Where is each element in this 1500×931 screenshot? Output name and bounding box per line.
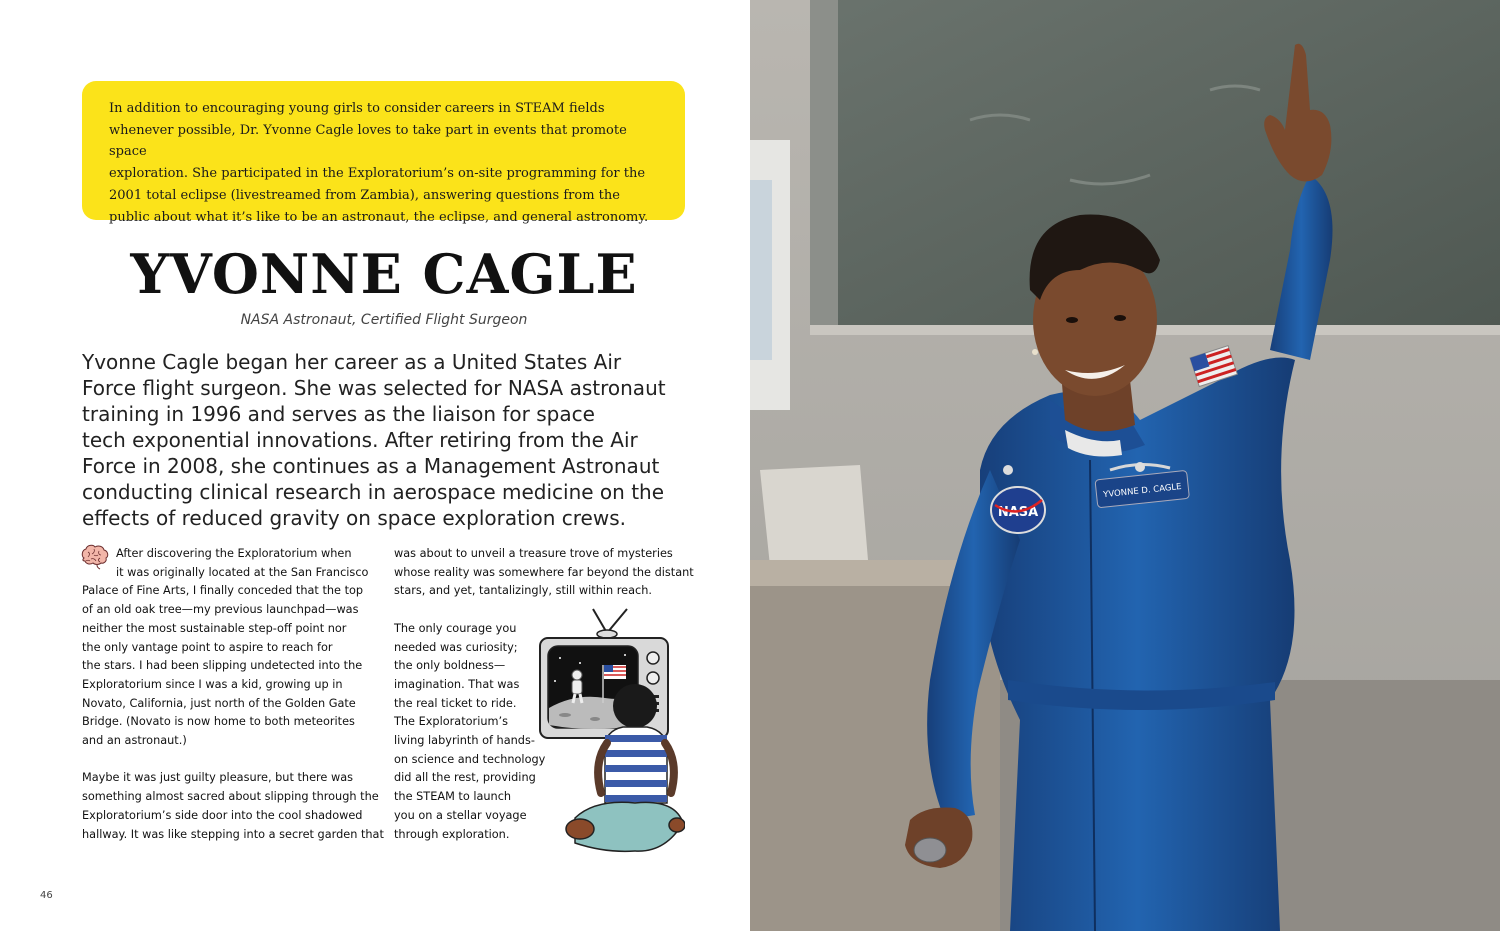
body-line: on science and technology — [394, 752, 546, 766]
intro-line: tech exponential innovations. After retiring from the Air — [82, 428, 638, 452]
name-tag-text: YVONNE D. CAGLE — [1102, 482, 1183, 501]
body-line: Exploratorium’s side door into the cool shadowed — [82, 808, 363, 822]
profile-subtitle: NASA Astronaut, Certified Flight Surgeon — [240, 312, 528, 328]
body-line: The only courage you — [394, 621, 517, 635]
intro-line: Force flight surgeon. She was selected for NASA astronaut — [82, 376, 666, 400]
body-line: the real ticket to ride. — [394, 696, 517, 710]
callout-line: 2001 total eclipse (livestreamed from Zambia), answering questions from the — [109, 187, 620, 203]
body-line: Maybe it was just guilty pleasure, but there was — [82, 771, 354, 785]
body-line: whose reality was somewhere far beyond the distant — [394, 565, 694, 579]
body-line: through exploration. — [394, 827, 510, 841]
profile-name: YVONNE CAGLE — [130, 242, 638, 306]
callout-line: whenever possible, Dr. Yvonne Cagle loves to take part in events that promote space — [109, 122, 627, 160]
body-line: After discovering the Exploratorium when — [116, 547, 352, 560]
body-line: living labyrinth of hands- — [394, 734, 535, 748]
body-line: The Exploratorium’s — [394, 715, 508, 729]
callout-line: In addition to encouraging young girls to consider careers in STEAM fields — [109, 101, 605, 116]
intro-line: conducting clinical research in aerospace medicine on the — [82, 480, 665, 504]
intro-paragraph — [82, 349, 682, 531]
intro-line: Force in 2008, she continues as a Management Astronaut — [82, 454, 660, 478]
callout-line: public about what it’s like to be an astronaut, the eclipse, and general astronomy. — [109, 209, 649, 225]
body-line: neither the most sustainable step-off point nor — [82, 621, 347, 635]
tv-kid-illustration — [535, 603, 685, 855]
body-line: Exploratorium since I was a kid, growing up in — [82, 677, 343, 691]
body-line: the STEAM to launch — [394, 790, 512, 804]
body-line: the only vantage point to aspire to reach for — [82, 640, 333, 654]
body-line: was about to unveil a treasure trove of mysteries — [394, 547, 673, 560]
body-line: needed was curiosity; — [394, 640, 518, 654]
body-line: of an old oak tree—my previous launchpad—was — [82, 603, 359, 617]
nasa-patch-text: NASA — [997, 505, 1039, 520]
body-line: Novato, California, just north of the Golden Gate — [82, 696, 356, 710]
right-page-photo — [750, 0, 1500, 931]
astronaut-photo — [750, 0, 1500, 931]
page-number: 46 — [40, 890, 53, 901]
body-line: Palace of Fine Arts, I finally conceded that the top — [82, 584, 364, 598]
body-line: something almost sacred about slipping through the — [82, 790, 379, 804]
body-line: you on a stellar voyage — [394, 808, 527, 822]
body-line: imagination. That was — [394, 677, 520, 691]
intro-line: effects of reduced gravity on space exploration crews. — [82, 506, 626, 530]
body-line: Bridge. (Novato is now home to both meteorites — [82, 715, 355, 729]
body-line: did all the rest, providing — [394, 771, 536, 785]
body-line: hallway. It was like stepping into a secret garden that — [82, 827, 384, 841]
body-line: the only boldness— — [394, 659, 506, 673]
intro-line: training in 1996 and serves as the liaison for space — [82, 402, 595, 426]
body-line: stars, and yet, tantalizingly, still within reach. — [394, 584, 652, 598]
callout-box — [82, 81, 685, 225]
body-column-left — [82, 545, 382, 844]
callout-line: exploration. She participated in the Exploratorium’s on-site programming for the — [109, 166, 646, 182]
body-line: and an astronaut.) — [82, 734, 187, 748]
paragraph-gap — [82, 751, 382, 770]
callout-text — [109, 98, 659, 228]
body-line: the stars. I had been slipping undetected into the — [82, 659, 363, 673]
body-line: it was originally located at the San Francisco — [116, 565, 369, 579]
intro-line: Yvonne Cagle began her career as a United States Air — [82, 350, 622, 374]
